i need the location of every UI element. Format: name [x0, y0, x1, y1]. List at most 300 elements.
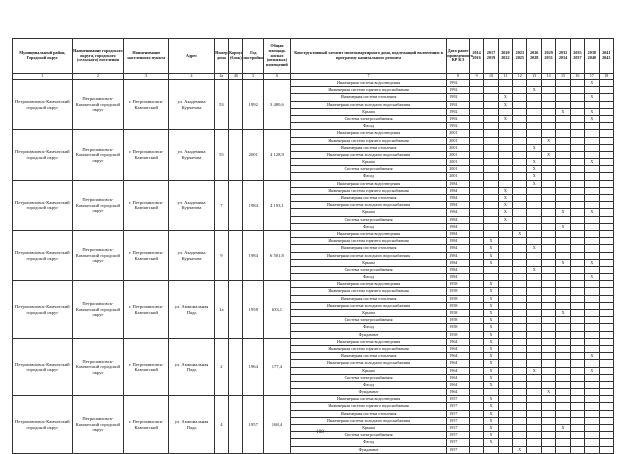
period-mark-cell: X — [484, 338, 498, 345]
period-mark-cell — [484, 216, 498, 223]
prior-repair-date-cell: 1957 — [447, 432, 470, 439]
period-mark-cell — [599, 173, 613, 180]
prior-repair-date-cell: 2001 — [447, 144, 470, 151]
element-cell: Инженерная система отопления — [290, 94, 446, 101]
block-cell — [229, 130, 243, 180]
period-mark-cell — [469, 216, 483, 223]
period-mark-cell — [570, 202, 584, 209]
period-mark-cell — [599, 266, 613, 273]
element-cell: Инженерная система водоотведения — [290, 338, 446, 345]
period-mark-cell — [585, 446, 599, 453]
prior-repair-date-cell: 1984 — [447, 180, 470, 187]
element-cell: Инженерная система отопления — [290, 245, 446, 252]
block-cell — [229, 338, 243, 396]
period-mark-cell — [498, 295, 512, 302]
period-mark-cell — [527, 446, 541, 453]
capital-repair-table — [12, 38, 614, 454]
column-number: 17 — [585, 74, 599, 80]
house-number-cell: 55 — [214, 130, 228, 180]
address-cell: ул. Академика Курчатова — [169, 80, 214, 130]
element-cell: Инженерная система водоотведения — [290, 396, 446, 403]
block-cell — [229, 281, 243, 339]
period-mark-cell — [585, 295, 599, 302]
prior-repair-date-cell: 1984 — [447, 266, 470, 273]
column-header: 2014 2016 — [469, 39, 483, 74]
period-mark-cell — [570, 403, 584, 410]
period-mark-cell: X — [484, 281, 498, 288]
district-cell: Петропавловск-Камчатский городской округ — [13, 281, 73, 339]
period-mark-cell — [469, 345, 483, 352]
locality-cell: г. Петропавловск-Камчатский — [124, 396, 169, 454]
period-mark-cell — [541, 381, 555, 388]
element-cell: Инженерная система водоотведения — [290, 80, 446, 87]
period-mark-cell — [513, 151, 527, 158]
period-mark-cell — [469, 144, 483, 151]
period-mark-cell — [556, 252, 570, 259]
prior-repair-date-cell: 1958 — [447, 302, 470, 309]
period-mark-cell: X — [527, 144, 541, 151]
prior-repair-date-cell: 1984 — [447, 230, 470, 237]
column-number: 4б — [229, 74, 243, 80]
period-mark-cell — [541, 159, 555, 166]
period-mark-cell — [513, 360, 527, 367]
element-cell: Фасад — [290, 439, 446, 446]
settlement-cell: Петропавловск-Камчатский городской округ — [72, 130, 123, 180]
period-mark-cell — [541, 130, 555, 137]
period-mark-cell — [556, 317, 570, 324]
column-header: Номер дома — [214, 39, 228, 74]
period-mark-cell — [527, 324, 541, 331]
period-mark-cell — [513, 123, 527, 130]
table-row — [13, 80, 614, 87]
period-mark-cell — [513, 288, 527, 295]
locality-cell: г. Петропавловск-Камчатский — [124, 281, 169, 339]
period-mark-cell — [541, 123, 555, 130]
prior-repair-date-cell: 1992 — [447, 123, 470, 130]
period-mark-cell: X — [484, 403, 498, 410]
column-number: 8 — [447, 74, 470, 80]
build-year-cell: 2001 — [243, 130, 264, 180]
house-number-cell: 7 — [214, 180, 228, 230]
period-mark-cell — [585, 417, 599, 424]
period-mark-cell — [599, 439, 613, 446]
prior-repair-date-cell: 1957 — [447, 425, 470, 432]
period-mark-cell — [527, 195, 541, 202]
period-mark-cell — [570, 245, 584, 252]
period-mark-cell — [599, 223, 613, 230]
period-mark-cell — [484, 101, 498, 108]
period-mark-cell: X — [484, 302, 498, 309]
period-mark-cell: X — [556, 209, 570, 216]
period-mark-cell — [541, 374, 555, 381]
period-mark-cell — [556, 446, 570, 453]
period-mark-cell — [498, 417, 512, 424]
period-mark-cell — [541, 367, 555, 374]
period-mark-cell — [498, 259, 512, 266]
period-mark-cell — [469, 180, 483, 187]
period-mark-cell — [469, 252, 483, 259]
period-mark-cell — [469, 80, 483, 87]
period-mark-cell — [556, 295, 570, 302]
period-mark-cell — [570, 223, 584, 230]
period-mark-cell: X — [527, 166, 541, 173]
period-mark-cell — [541, 295, 555, 302]
period-mark-cell: X — [484, 396, 498, 403]
prior-repair-date-cell: 1957 — [447, 439, 470, 446]
period-mark-cell — [556, 230, 570, 237]
period-mark-cell — [556, 439, 570, 446]
table-row — [13, 230, 614, 237]
element-cell: Инженерная система холодного водоснабжения — [290, 101, 446, 108]
period-mark-cell — [527, 101, 541, 108]
period-mark-cell — [498, 108, 512, 115]
district-cell: Петропавловск-Камчатский городской округ — [13, 230, 73, 280]
prior-repair-date-cell: 2001 — [447, 137, 470, 144]
period-mark-cell — [498, 173, 512, 180]
period-mark-cell: X — [484, 252, 498, 259]
prior-repair-date-cell: 1984 — [447, 216, 470, 223]
period-mark-cell: X — [484, 310, 498, 317]
period-mark-cell — [484, 151, 498, 158]
period-mark-cell — [570, 137, 584, 144]
period-mark-cell — [541, 195, 555, 202]
period-mark-cell — [541, 94, 555, 101]
period-mark-cell — [556, 144, 570, 151]
house-number-cell: 53 — [214, 80, 228, 130]
period-mark-cell: X — [498, 187, 512, 194]
period-mark-cell — [527, 381, 541, 388]
column-header: Год постройки — [243, 39, 264, 74]
element-cell: Инженерная система горячего водоснабжения — [290, 187, 446, 194]
column-header: Адрес — [169, 39, 214, 74]
period-mark-cell — [527, 230, 541, 237]
period-mark-cell — [599, 94, 613, 101]
build-year-cell: 1992 — [243, 80, 264, 130]
prior-repair-date-cell: 1992 — [447, 115, 470, 122]
period-mark-cell — [599, 180, 613, 187]
element-cell: Инженерная система холодного водоснабжения — [290, 151, 446, 158]
period-mark-cell — [570, 288, 584, 295]
element-cell: Инженерная система отопления — [290, 144, 446, 151]
period-mark-cell — [570, 216, 584, 223]
prior-repair-date-cell: 1958 — [447, 288, 470, 295]
period-mark-cell — [527, 417, 541, 424]
area-cell: 4 193,1 — [264, 180, 291, 230]
period-mark-cell: X — [484, 432, 498, 439]
period-mark-cell — [469, 324, 483, 331]
period-mark-cell — [469, 173, 483, 180]
period-mark-cell — [541, 310, 555, 317]
district-cell: Петропавловск-Камчатский городской округ — [13, 338, 73, 396]
period-mark-cell — [469, 367, 483, 374]
period-mark-cell — [570, 80, 584, 87]
table-header — [13, 39, 614, 80]
period-mark-cell — [541, 115, 555, 122]
period-mark-cell — [556, 345, 570, 352]
build-year-cell: 1984 — [243, 180, 264, 230]
period-mark-cell — [570, 417, 584, 424]
period-mark-cell — [585, 439, 599, 446]
locality-cell: г. Петропавловск-Камчатский — [124, 230, 169, 280]
house-number-cell: 4 — [214, 396, 228, 454]
period-mark-cell — [570, 144, 584, 151]
period-mark-cell — [541, 403, 555, 410]
period-mark-cell — [541, 108, 555, 115]
period-mark-cell — [570, 159, 584, 166]
period-mark-cell — [498, 403, 512, 410]
table-row — [13, 338, 614, 345]
period-mark-cell — [599, 324, 613, 331]
period-mark-cell — [541, 223, 555, 230]
period-mark-cell — [527, 281, 541, 288]
period-mark-cell — [570, 302, 584, 309]
period-mark-cell — [513, 238, 527, 245]
column-number: 14 — [541, 74, 555, 80]
period-mark-cell — [469, 331, 483, 338]
period-mark-cell — [513, 130, 527, 137]
period-mark-cell: X — [585, 94, 599, 101]
period-mark-cell — [556, 180, 570, 187]
period-mark-cell — [556, 115, 570, 122]
period-mark-cell — [570, 374, 584, 381]
element-cell: Система электроснабжения — [290, 166, 446, 173]
period-mark-cell — [570, 446, 584, 453]
period-mark-cell — [541, 87, 555, 94]
period-mark-cell — [498, 353, 512, 360]
period-mark-cell — [469, 187, 483, 194]
period-mark-cell — [469, 302, 483, 309]
period-mark-cell — [599, 288, 613, 295]
address-cell: ул. Академика Курчатова — [169, 130, 214, 180]
period-mark-cell — [599, 209, 613, 216]
period-mark-cell — [527, 223, 541, 230]
period-mark-cell — [513, 345, 527, 352]
period-mark-cell: X — [585, 367, 599, 374]
period-mark-cell — [599, 137, 613, 144]
area-cell: 4 128,9 — [264, 130, 291, 180]
column-number: 5 — [243, 74, 264, 80]
address-cell: ул. Аммональная Падь — [169, 396, 214, 454]
period-mark-cell: X — [527, 173, 541, 180]
column-header: Муниципальный район, Городской округ — [13, 39, 73, 74]
element-cell: Крыша — [290, 159, 446, 166]
period-mark-cell — [469, 310, 483, 317]
period-mark-cell — [599, 101, 613, 108]
period-mark-cell — [599, 245, 613, 252]
prior-repair-date-cell: 2001 — [447, 166, 470, 173]
prior-repair-date-cell: 1958 — [447, 281, 470, 288]
period-mark-cell — [599, 281, 613, 288]
element-cell: Фасад — [290, 324, 446, 331]
period-mark-cell: X — [527, 245, 541, 252]
element-cell: Инженерная система водоотведения — [290, 281, 446, 288]
period-mark-cell — [570, 381, 584, 388]
period-mark-cell — [599, 389, 613, 396]
period-mark-cell — [570, 209, 584, 216]
period-mark-cell — [498, 130, 512, 137]
period-mark-cell — [556, 187, 570, 194]
period-mark-cell: X — [585, 80, 599, 87]
period-mark-cell — [541, 266, 555, 273]
period-mark-cell — [513, 310, 527, 317]
period-mark-cell — [527, 317, 541, 324]
period-mark-cell: X — [585, 353, 599, 360]
district-cell: Петропавловск-Камчатский городской округ — [13, 80, 73, 130]
settlement-cell: Петропавловск-Камчатский городской округ — [72, 396, 123, 454]
period-mark-cell — [541, 324, 555, 331]
period-mark-cell — [541, 281, 555, 288]
prior-repair-date-cell: 1964 — [447, 345, 470, 352]
period-mark-cell — [556, 216, 570, 223]
build-year-cell: 1984 — [243, 230, 264, 280]
period-mark-cell: X — [585, 259, 599, 266]
column-header: 2029 2031 — [541, 39, 555, 74]
period-mark-cell: X — [498, 202, 512, 209]
element-cell: Система электроснабжения — [290, 115, 446, 122]
period-mark-cell — [527, 187, 541, 194]
period-mark-cell — [541, 317, 555, 324]
column-number: 10 — [484, 74, 498, 80]
period-mark-cell — [541, 180, 555, 187]
prior-repair-date-cell: 1984 — [447, 195, 470, 202]
period-mark-cell — [527, 94, 541, 101]
period-mark-cell — [570, 360, 584, 367]
period-mark-cell — [498, 331, 512, 338]
period-mark-cell — [556, 324, 570, 331]
period-mark-cell — [541, 274, 555, 281]
period-mark-cell — [513, 410, 527, 417]
address-cell: ул. Академика Курчатова — [169, 230, 214, 280]
period-mark-cell — [513, 338, 527, 345]
period-mark-cell — [513, 295, 527, 302]
period-mark-cell — [498, 274, 512, 281]
period-mark-cell — [570, 123, 584, 130]
period-mark-cell — [599, 123, 613, 130]
period-mark-cell — [498, 317, 512, 324]
period-mark-cell: X — [585, 159, 599, 166]
period-mark-cell — [541, 101, 555, 108]
period-mark-cell — [513, 317, 527, 324]
period-mark-cell — [484, 202, 498, 209]
period-mark-cell — [498, 144, 512, 151]
period-mark-cell — [498, 324, 512, 331]
period-mark-cell — [469, 288, 483, 295]
period-mark-cell — [570, 238, 584, 245]
period-mark-cell — [556, 202, 570, 209]
period-mark-cell — [556, 137, 570, 144]
period-mark-cell — [570, 266, 584, 273]
prior-repair-date-cell: 1964 — [447, 374, 470, 381]
period-mark-cell — [527, 216, 541, 223]
element-cell: Фасад — [290, 123, 446, 130]
period-mark-cell: X — [498, 195, 512, 202]
prior-repair-date-cell: 1992 — [447, 80, 470, 87]
period-mark-cell: X — [527, 87, 541, 94]
period-mark-cell — [484, 274, 498, 281]
period-mark-cell — [556, 87, 570, 94]
period-mark-cell: X — [585, 274, 599, 281]
period-mark-cell — [585, 187, 599, 194]
element-cell: Инженерная система водоотведения — [290, 230, 446, 237]
element-cell: Инженерная система отопления — [290, 353, 446, 360]
element-cell: Инженерная система горячего водоснабжения — [290, 403, 446, 410]
locality-cell: г. Петропавловск-Камчатский — [124, 338, 169, 396]
period-mark-cell — [556, 245, 570, 252]
period-mark-cell — [585, 166, 599, 173]
settlement-cell: Петропавловск-Камчатский городской округ — [72, 338, 123, 396]
period-mark-cell — [498, 166, 512, 173]
period-mark-cell — [541, 202, 555, 209]
column-number: 7 — [290, 74, 446, 80]
element-cell: Инженерная система холодного водоснабжения — [290, 302, 446, 309]
prior-repair-date-cell: 1992 — [447, 94, 470, 101]
period-mark-cell — [599, 115, 613, 122]
period-mark-cell — [469, 209, 483, 216]
period-mark-cell — [585, 266, 599, 273]
column-number: 13 — [527, 74, 541, 80]
period-mark-cell — [527, 345, 541, 352]
period-mark-cell: X — [498, 115, 512, 122]
period-mark-cell — [556, 94, 570, 101]
period-mark-cell — [556, 130, 570, 137]
period-mark-cell — [541, 302, 555, 309]
element-cell: Крыша — [290, 209, 446, 216]
period-mark-cell — [513, 396, 527, 403]
period-mark-cell: X — [484, 381, 498, 388]
period-mark-cell — [469, 94, 483, 101]
period-mark-cell — [585, 230, 599, 237]
period-mark-cell — [498, 80, 512, 87]
period-mark-cell: X — [484, 324, 498, 331]
header-row — [13, 39, 614, 74]
period-mark-cell — [527, 310, 541, 317]
period-mark-cell: X — [484, 353, 498, 360]
period-mark-cell — [469, 101, 483, 108]
period-mark-cell — [556, 80, 570, 87]
locality-cell: г. Петропавловск-Камчатский — [124, 80, 169, 130]
period-mark-cell — [556, 374, 570, 381]
period-mark-cell — [527, 302, 541, 309]
period-mark-cell — [541, 338, 555, 345]
prior-repair-date-cell: 1992 — [447, 108, 470, 115]
period-mark-cell — [469, 245, 483, 252]
period-mark-cell — [541, 439, 555, 446]
district-cell: Петропавловск-Камчатский городской округ — [13, 130, 73, 180]
period-mark-cell — [599, 230, 613, 237]
period-mark-cell — [585, 381, 599, 388]
period-mark-cell — [585, 345, 599, 352]
period-mark-cell: X — [484, 331, 498, 338]
period-mark-cell — [513, 353, 527, 360]
period-mark-cell — [513, 381, 527, 388]
period-mark-cell — [570, 353, 584, 360]
period-mark-cell: X — [541, 389, 555, 396]
period-mark-cell — [513, 259, 527, 266]
element-cell: Крыша — [290, 310, 446, 317]
period-mark-cell — [513, 166, 527, 173]
period-mark-cell — [513, 108, 527, 115]
period-mark-cell — [556, 238, 570, 245]
period-mark-cell — [556, 281, 570, 288]
period-mark-cell — [498, 180, 512, 187]
period-mark-cell — [570, 396, 584, 403]
period-mark-cell — [498, 288, 512, 295]
period-mark-cell — [585, 310, 599, 317]
period-mark-cell — [570, 115, 584, 122]
period-mark-cell: X — [484, 367, 498, 374]
period-mark-cell — [498, 310, 512, 317]
period-mark-cell — [498, 367, 512, 374]
